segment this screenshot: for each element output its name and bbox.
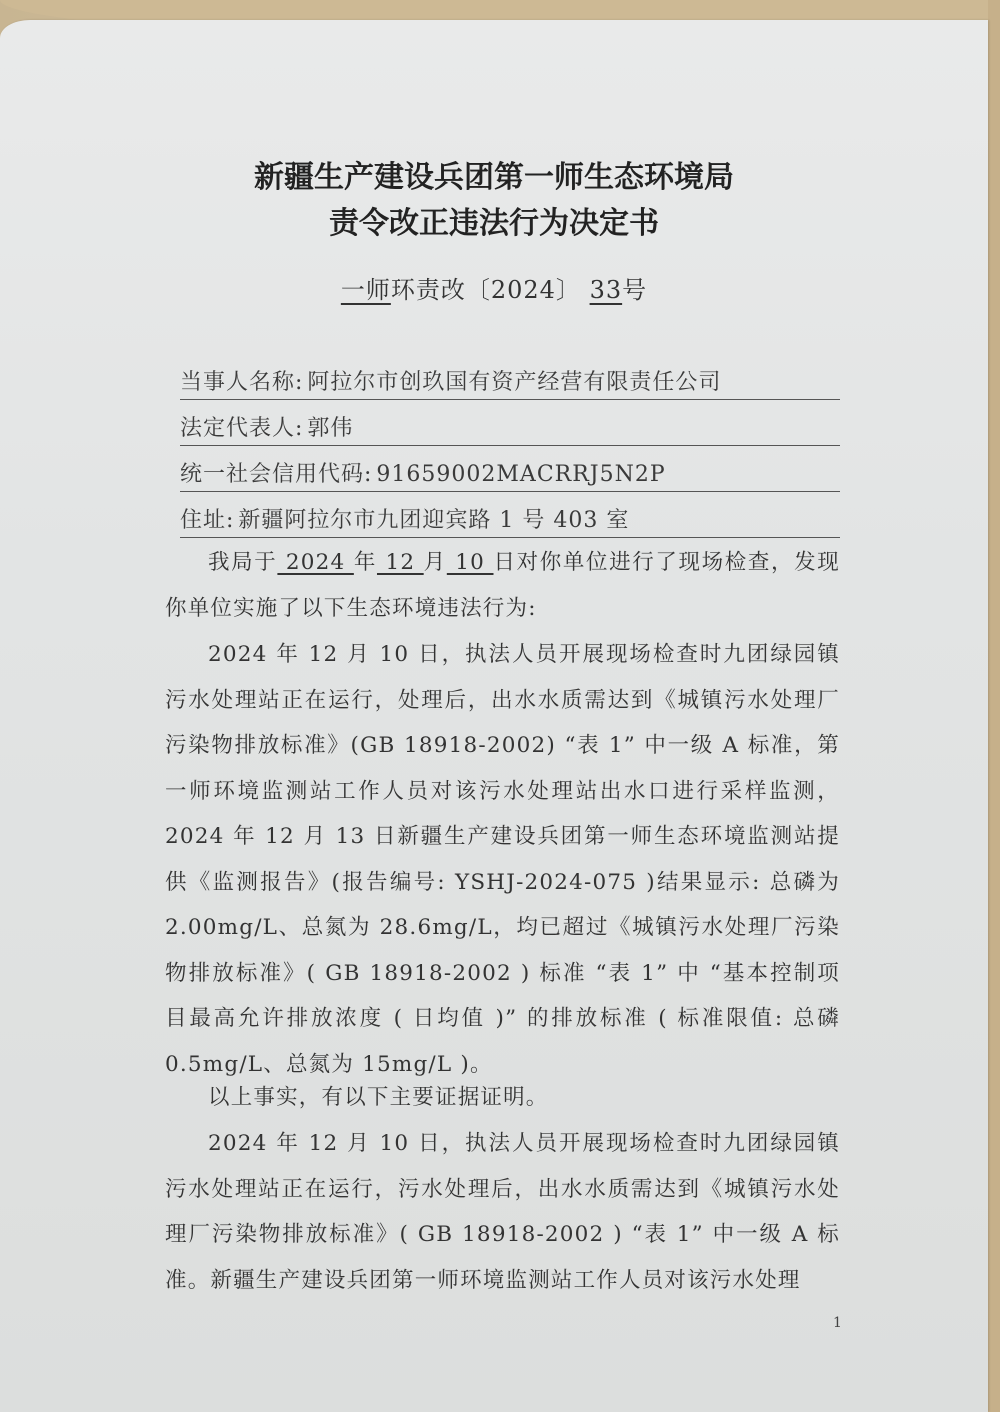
party-name-field [180, 365, 840, 400]
document-title-line2: 责令改正违法行为决定书 [329, 206, 659, 241]
credit-code-field [180, 457, 840, 492]
evidence-intro-paragraph: 以上事实，有以下主要证据证明。 [208, 1085, 549, 1110]
legal-rep-field [180, 411, 840, 446]
address-value: 新疆阿拉尔市九团迎宾路 1 号 403 室 [238, 508, 630, 533]
credit-code-value: 91659002MACRRJ5N2P [376, 462, 666, 487]
inspection-month: 12 [376, 550, 424, 575]
document-title-line1: 新疆生产建设兵团第一师生态环境局 [254, 160, 734, 195]
document-number [0, 270, 988, 305]
page-number: 1 [833, 1315, 842, 1331]
party-name-label: 当事人名称: [180, 370, 304, 395]
credit-code-label: 统一社会信用代码: [180, 462, 373, 487]
doc-number-middle: 环责改〔2024〕 [390, 276, 581, 304]
legal-rep-value: 郭伟 [307, 416, 354, 441]
inspection-month-unit: 月 [423, 550, 447, 575]
inspection-pre: 我局于 [208, 550, 278, 575]
legal-rep-label: 法定代表人: [180, 416, 304, 441]
inspection-year: 2024 [277, 550, 354, 575]
inspection-post: 日对你单位进行了现场检查，发现你单位实施了以下生态环境违法行为: [165, 550, 841, 621]
doc-number-suffix: 号 [622, 276, 648, 304]
inspection-paragraph [165, 540, 840, 631]
inspection-day: 10 [446, 550, 494, 575]
violation-paragraph: 2024 年 12 月 10 日，执法人员开展现场检查时九团绿园镇污水处理站正在运行，处理后，出水水质需达到《城镇污水处理厂污染物排放标准》(GB 18918-2002) “表 1” 中一级 A 标准，第一师环境监测站工作人员对该污水处理站出水口进行采样监测，2024 年 12 月 13 日新疆生产建设兵团第一师生态环境监测站提供《监测报告》(报告编号: YSHJ-2024-075 )结果显示: 总磷为 2.00mg/L、总氮为 28.6mg/L，均已超过《城镇污水处理厂污染物排放标准》( GB 18918-2002 ) 标准 “表 1” 中 “基本控制项目最高允许排放浓度 ( 日均值 )” 的排放标准 ( 标准限值: 总磷 0.5mg/L、总氮为 15mg/L )。 [165, 642, 840, 1077]
doc-number-value: 33 [589, 276, 623, 304]
evidence-paragraph: 2024 年 12 月 10 日，执法人员开展现场检查时九团绿园镇污水处理站正在运行，污水处理后，出水水质需达到《城镇污水处理厂污染物排放标准》( GB 18918-2002 ) “表 1” 中一级 A 标准。新疆生产建设兵团第一师环境监测站工作人员对该污水处理 [165, 1131, 840, 1293]
inspection-year-unit: 年 [353, 550, 377, 575]
party-name-value: 阿拉尔市创玖国有资产经营有限责任公司 [307, 370, 722, 395]
address-field [180, 503, 840, 538]
address-label: 住址: [180, 508, 235, 533]
doc-number-prefix: 一师 [340, 276, 391, 304]
